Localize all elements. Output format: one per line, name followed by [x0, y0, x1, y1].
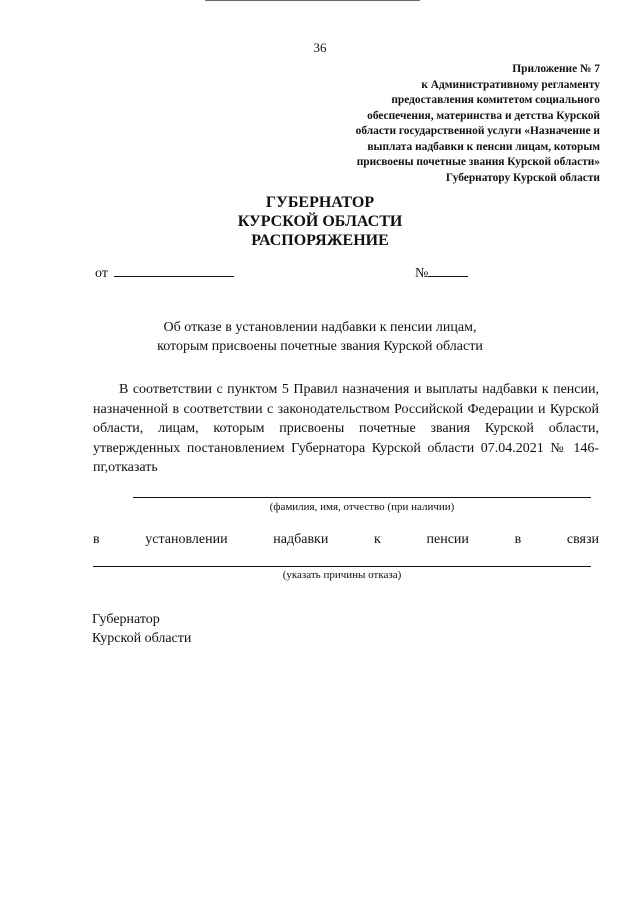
- scan-top-edge: [205, 0, 420, 1]
- reason-word: установлении: [145, 532, 228, 547]
- body-paragraph: В соответствии с пунктом 5 Правил назначения и выплаты надбавки к пенсии, назначенной в соответствии с законодательством Российской Федерации и Курской области, лицам, которым присвоены почетные звания Курской области, утвержденных постановлением Губернатора Курской области 07.04.2021 № 146-пг,отказать: [93, 382, 599, 475]
- number-label: №: [415, 266, 429, 281]
- number-field: [415, 263, 468, 282]
- appendix-header: [270, 62, 600, 186]
- date-field: [95, 263, 234, 282]
- name-blank-line: [133, 497, 591, 498]
- name-caption: (фамилия, имя, отчество (при наличии): [269, 501, 455, 513]
- number-blank-line: [428, 263, 468, 277]
- reason-caption: (указать причины отказа): [282, 569, 402, 581]
- date-blank-line: [114, 263, 234, 277]
- subject-line: которым присвоены почетные звания Курской области: [157, 339, 483, 354]
- signature-title: Губернатор: [92, 612, 160, 627]
- page-number: 36: [313, 40, 327, 55]
- appendix-line: к Административному регламенту: [421, 78, 600, 91]
- appendix-line: области государственной услуги «Назначение и: [355, 125, 600, 137]
- reason-row: [93, 532, 599, 548]
- reason-word: к: [374, 532, 381, 547]
- date-label: от: [95, 266, 108, 281]
- appendix-line: Приложение № 7: [512, 63, 600, 75]
- appendix-line: обеспечения, материнства и детства Курской: [367, 109, 600, 122]
- reason-word: пенсии: [426, 532, 469, 547]
- appendix-line: предоставления комитетом социального: [391, 94, 600, 106]
- reason-word: в: [514, 532, 522, 547]
- reason-word: надбавки: [273, 532, 329, 547]
- signature-region: Курской области: [92, 631, 192, 646]
- subject-line: Об отказе в установлении надбавки к пенсии лицам,: [163, 320, 477, 335]
- subject-heading: [0, 318, 640, 356]
- title-governor: ГУБЕРНАТОР: [265, 194, 375, 211]
- reason-word: в: [93, 532, 100, 547]
- title-region: КУРСКОЙ ОБЛАСТИ: [237, 213, 403, 230]
- appendix-line: Губернатору Курской области: [445, 171, 600, 184]
- reason-word: связи: [566, 532, 599, 547]
- title-order: РАСПОРЯЖЕНИЕ: [251, 232, 389, 249]
- appendix-line: присвоены почетные звания Курской области»: [356, 156, 600, 168]
- reason-blank-line: [93, 566, 591, 567]
- document-title: [0, 193, 640, 250]
- signature-block: [92, 610, 191, 648]
- appendix-line: выплата надбавки к пенсии лицам, которым: [367, 140, 600, 153]
